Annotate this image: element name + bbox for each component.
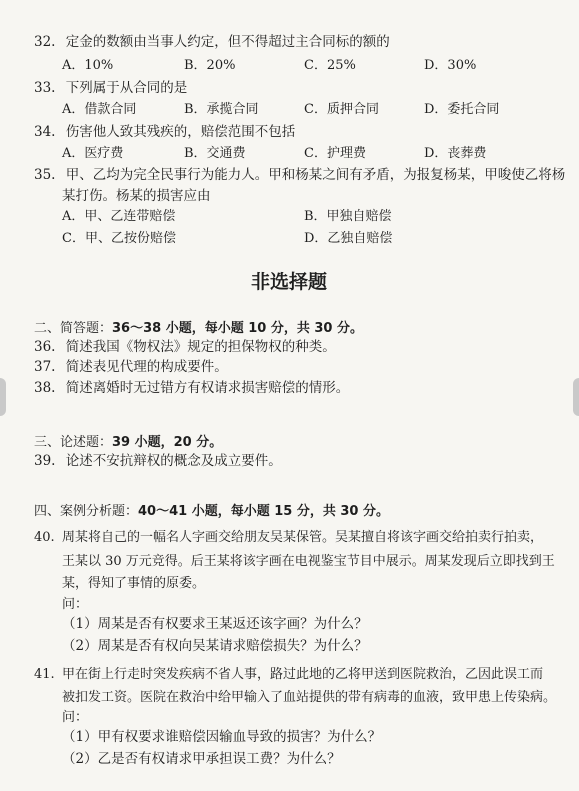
section-detail: 36～38 小题，每小题 10 分，共 30 分。 bbox=[112, 321, 364, 336]
question-number: 39. bbox=[34, 453, 56, 469]
question-text: 伤害他人致其残疾的，赔偿范围不包括 bbox=[65, 124, 296, 140]
question-number-40: 40. bbox=[34, 530, 55, 545]
ask-label: 问： bbox=[62, 710, 89, 725]
option-b: B．承揽合同 bbox=[184, 102, 259, 117]
section-heading-short-answer bbox=[34, 317, 363, 336]
sub-question: （1）周某是否有权要求王某返还该字画？为什么？ bbox=[62, 616, 368, 632]
question-36 bbox=[34, 338, 336, 356]
question-34 bbox=[34, 123, 295, 141]
case-text-line: 某，得知了事情的原委。 bbox=[62, 576, 206, 591]
option-a: A．借款合同 bbox=[62, 102, 137, 117]
section-label: 四、案例分析题： bbox=[34, 504, 139, 519]
option-d: D．丧葬费 bbox=[424, 146, 487, 161]
option-a: A．甲、乙连带赔偿 bbox=[62, 209, 176, 224]
sub-question: （2）周某是否有权向吴某请求赔偿损失？为什么？ bbox=[62, 638, 368, 654]
option-c: C．25% bbox=[304, 58, 356, 73]
sub-question: （1）甲有权要求谁赔偿因输血导致的损害？为什么？ bbox=[62, 729, 382, 745]
question-number: 38. bbox=[34, 380, 56, 396]
case-text-line: 甲在街上行走时突发疾病不省人事，路过此地的乙将甲送到医院救治，乙因此误工而 bbox=[62, 667, 544, 682]
question-text: 定金的数额由当事人约定，但不得超过主合同标的额的 bbox=[65, 34, 390, 50]
question-32 bbox=[34, 33, 390, 51]
section-title: 非选择题 bbox=[251, 271, 328, 293]
question-text: 下列属于从合同的是 bbox=[65, 80, 188, 96]
section-heading-case-analysis bbox=[34, 500, 389, 519]
section-label: 二、简答题： bbox=[34, 321, 113, 336]
section-detail: 40～41 小题，每小题 15 分，共 30 分。 bbox=[138, 504, 390, 519]
option-c: C．甲、乙按份赔偿 bbox=[62, 231, 176, 246]
question-39 bbox=[34, 452, 282, 470]
option-c: C．质押合同 bbox=[304, 102, 379, 117]
question-33 bbox=[34, 79, 187, 97]
option-b: B．甲独自赔偿 bbox=[304, 209, 392, 224]
section-heading-essay bbox=[34, 431, 222, 450]
question-text: 简述表见代理的构成要件。 bbox=[65, 359, 228, 375]
section-detail: 39 小题，20 分。 bbox=[112, 435, 223, 450]
sub-question: （2）乙是否有权请求甲承担误工费？为什么？ bbox=[62, 751, 341, 767]
question-text: 简述离婚时无过错方有权请求损害赔偿的情形。 bbox=[65, 380, 350, 396]
section-label: 三、论述题： bbox=[34, 435, 113, 450]
option-a: A．医疗费 bbox=[62, 146, 124, 161]
case-text-line: 周某将自己的一幅名人字画交给朋友吴某保管。吴某擅自将该字画交给拍卖行拍卖， bbox=[62, 530, 544, 545]
question-text: 论述不安抗辩权的概念及成立要件。 bbox=[65, 453, 282, 469]
question-number: 36. bbox=[34, 339, 56, 355]
question-number: 34. bbox=[34, 124, 56, 140]
option-d: D．委托合同 bbox=[424, 102, 500, 117]
question-text-continued: 某打伤。杨某的损害应由 bbox=[62, 188, 211, 204]
prev-page-tab[interactable] bbox=[0, 378, 6, 416]
question-text: 甲、乙均为完全民事行为能力人。甲和杨某之间有矛盾，为报复杨某，甲唆使乙将杨 bbox=[65, 167, 566, 183]
option-d: D．乙独自赔偿 bbox=[304, 231, 393, 246]
question-37 bbox=[34, 358, 228, 376]
option-c: C．护理费 bbox=[304, 146, 366, 161]
option-d: D．30% bbox=[424, 58, 477, 73]
option-b: B．20% bbox=[184, 58, 236, 73]
question-number: 35. bbox=[34, 167, 56, 183]
question-number: 37. bbox=[34, 359, 56, 375]
question-38 bbox=[34, 379, 349, 397]
option-a: A．10% bbox=[62, 58, 114, 73]
question-text: 简述我国《物权法》规定的担保物权的种类。 bbox=[65, 339, 336, 355]
question-number-41: 41. bbox=[34, 667, 55, 682]
case-text-line: 王某以 30 万元竞得。后王某将该字画在电视鉴宝节目中展示。周某发现后立即找到王 bbox=[62, 554, 555, 569]
question-35 bbox=[34, 166, 565, 184]
option-b: B．交通费 bbox=[184, 146, 246, 161]
ask-label: 问： bbox=[62, 597, 89, 612]
case-text-line: 被扣发工资。医院在救治中给甲输入了血站提供的带有病毒的血液，致甲患上传染病。 bbox=[62, 690, 557, 705]
next-page-tab[interactable] bbox=[573, 378, 579, 416]
question-number: 32. bbox=[34, 34, 56, 50]
question-number: 33. bbox=[34, 80, 56, 96]
